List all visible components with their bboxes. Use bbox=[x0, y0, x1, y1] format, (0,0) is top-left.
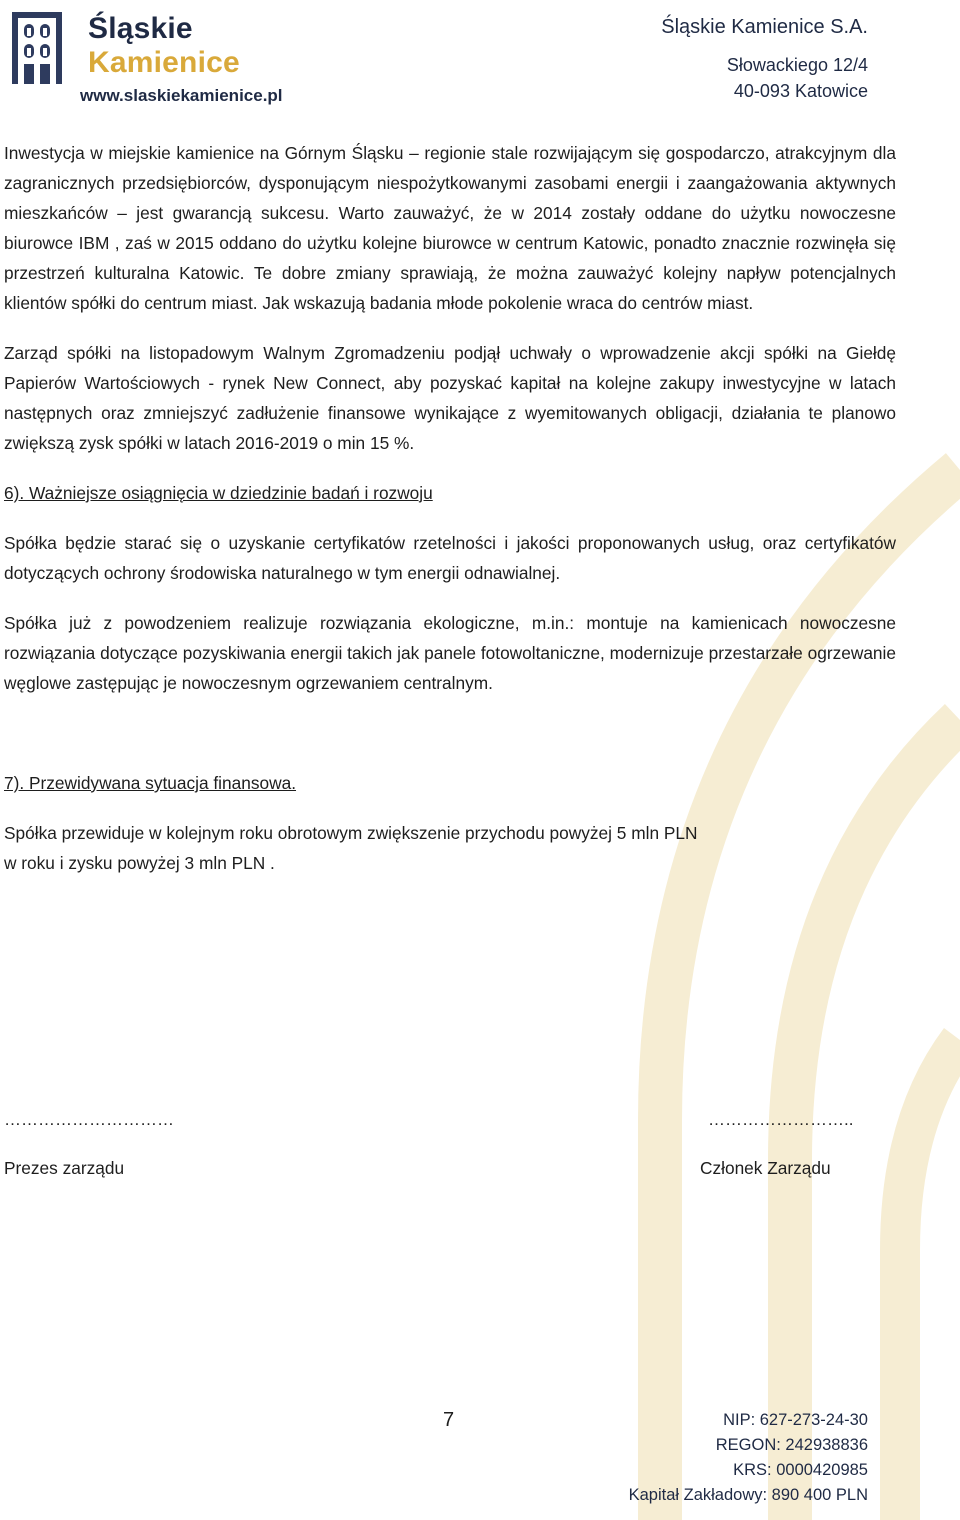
paragraph-investment: Inwestycja w miejskie kamienice na Górnym Śląsku – regionie stale rozwijającym się gospodarczo, atrakcyjnym dla zagranicznych przedsiębiorców, dysponującym niespożytkowanymi zasobami energii i zaangażowania aktywnych mieszkańców – jest gwarancją sukcesu. Warto zauważyć, że w 2014 zostały oddane do użytku nowoczesne biurowce IBM , zaś w 2015 oddano do użytku kolejne biurowce w centrum Katowic, ponadto znacznie rozwinęła się przestrzeń kulturalna Katowic. Te dobre zmiany sprawiają, że można zauważyć kolejny napływ potencjalnych klientów spółki do centrum miast. Jak wskazują badania młode pokolenie wraca do centrów miast. bbox=[4, 143, 896, 313]
signature-label-president: Prezes zarządu bbox=[4, 1158, 125, 1178]
footer-capital: Kapitał Zakładowy: 890 400 PLN bbox=[628, 1486, 868, 1504]
signature-line-left: ………………………… bbox=[4, 1110, 174, 1129]
paragraph-ecology: Spółka już z powodzeniem realizuje rozwiązania ekologiczne, m.in.: montuje na kamienicach nowoczesne rozwiązania dotyczące pozyskiwania energii takich jak panele fotowoltaniczne, modernizuje przestarzałe ogrzewanie węglowe zastępując je nowoczesnym ogrzewaniem centralnym. bbox=[4, 613, 896, 693]
website-link[interactable]: www.slaskiekamienice.pl bbox=[80, 86, 283, 105]
street-address: Słowackiego 12/4 bbox=[726, 55, 868, 75]
signature-line-right: …………………….. bbox=[708, 1110, 854, 1129]
signature-label-board-member: Członek Zarządu bbox=[700, 1158, 831, 1178]
logo-text-line2: Kamienice bbox=[88, 46, 240, 79]
building-icon bbox=[10, 6, 76, 86]
company-logo bbox=[10, 6, 290, 106]
footer-regon: REGON: 242938836 bbox=[715, 1436, 868, 1454]
paragraph-management-board: Zarząd spółki na listopadowym Walnym Zgromadzeniu podjął uchwały o wprowadzenie akcji spółki na Giełdę Papierów Wartościowych - rynek New Connect, aby pozyskać kapitał na kolejne zakupy inwestycyjne w latach następnych oraz zmniejszyć zadłużenie finansowe wynikające z wyemitowanych obligacji, działania te planowo zwiększą zysk spółki w latach 2016-2019 o min 15 %. bbox=[4, 343, 896, 453]
company-name: Śląskie Kamienice S.A. bbox=[661, 16, 868, 38]
logo-text-line1: Śląskie bbox=[88, 12, 193, 45]
paragraph-forecast-line2: w roku i zysku powyżej 3 mln PLN . bbox=[4, 853, 275, 873]
document-body bbox=[4, 138, 896, 878]
footer-registry-info bbox=[629, 1408, 868, 1508]
city-address: 40-093 Katowice bbox=[733, 81, 868, 101]
section-heading-7: 7). Przewidywana sytuacja finansowa. bbox=[4, 773, 297, 793]
footer-krs: KRS: 0000420985 bbox=[733, 1461, 868, 1479]
paragraph-forecast-line1: Spółka przewiduje w kolejnym roku obrotowym zwiększenie przychodu powyżej 5 mln PLN bbox=[4, 823, 698, 843]
page-number: 7 bbox=[443, 1409, 455, 1431]
footer-nip: NIP: 627-273-24-30 bbox=[723, 1411, 868, 1429]
company-address bbox=[661, 14, 868, 104]
paragraph-certificates: Spółka będzie starać się o uzyskanie certyfikatów rzetelności i jakości proponowanych usług, oraz certyfikatów dotyczących ochrony środowiska naturalnego w tym energii odnawialnej. bbox=[4, 533, 896, 583]
section-heading-6: 6). Ważniejsze osiągnięcia w dziedzinie badań i rozwoju bbox=[4, 483, 433, 503]
